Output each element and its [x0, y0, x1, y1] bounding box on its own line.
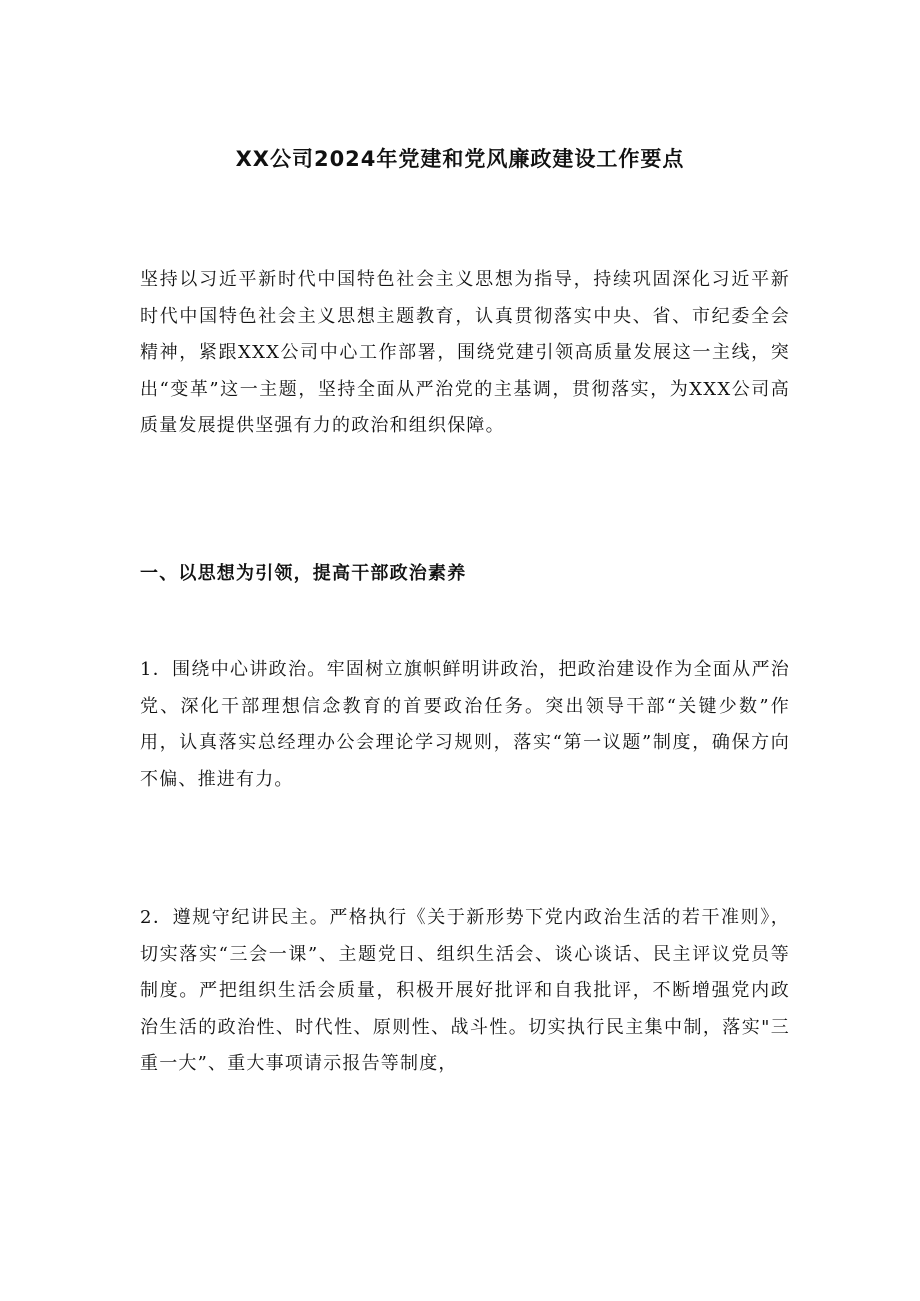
- item-paragraph-1: 1．围绕中心讲政治。牢固树立旗帜鲜明讲政治，把政治建设作为全面从严治党、深化干部理想信念教育的首要政治任务。突出领导干部“关键少数”作用，认真落实总经理办公会理论学习规则，落实“第一议题”制度，确保方向不偏、推进有力。: [140, 659, 790, 790]
- item-paragraph-2: 2．遵规守纪讲民主。严格执行《关于新形势下党内政治生活的若干准则》，切实落实“三会一课”、主题党日、组织生活会、谈心谈话、民主评议党员等制度。严把组织生活会质量，积极开展好批评和自我批评，不断增强党内政治生活的政治性、时代性、原则性、战斗性。切实执行民主集中制，落实"三重一大”、重大事项请示报告等制度，: [140, 907, 790, 1074]
- document-title: XX公司2024年党建和党风廉政建设工作要点: [235, 147, 685, 171]
- section-heading-1: 一、以思想为引领，提高干部政治素养: [140, 563, 467, 584]
- intro-paragraph: 坚持以习近平新时代中国特色社会主义思想为指导，持续巩固深化习近平新时代中国特色社会主义思想主题教育，认真贯彻落实中央、省、市纪委全会精神，紧跟XXX公司中心工作部署，围绕党建引领高质量发展这一主线，突出“变革”这一主题，坚持全面从严治党的主基调，贯彻落实，为XXX公司高质量发展提供坚强有力的政治和组织保障。: [140, 269, 790, 436]
